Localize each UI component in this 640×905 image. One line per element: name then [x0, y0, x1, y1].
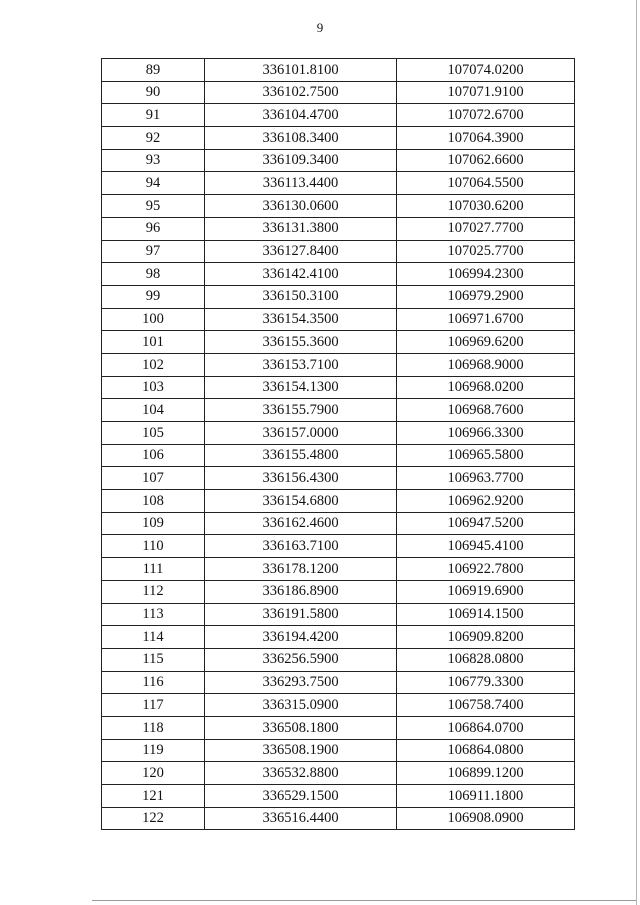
point-number-cell: 112: [102, 580, 205, 603]
x-coordinate-cell: 336108.3400: [205, 127, 397, 150]
table-row: [102, 399, 575, 422]
y-coordinate-cell: 106899.1200: [397, 762, 575, 785]
y-coordinate-cell: 106828.0800: [397, 648, 575, 671]
point-number-cell: 93: [102, 149, 205, 172]
x-coordinate-cell: 336508.1800: [205, 716, 397, 739]
y-coordinate-cell: 107071.9100: [397, 81, 575, 104]
y-coordinate-cell: 106969.6200: [397, 331, 575, 354]
x-coordinate-cell: 336104.4700: [205, 104, 397, 127]
y-coordinate-cell: 107072.6700: [397, 104, 575, 127]
table-row: [102, 558, 575, 581]
x-coordinate-cell: 336102.7500: [205, 81, 397, 104]
y-coordinate-cell: 106864.0700: [397, 716, 575, 739]
point-number-cell: 91: [102, 104, 205, 127]
table-row: [102, 648, 575, 671]
table-row: [102, 172, 575, 195]
coordinates-table: [101, 58, 575, 830]
x-coordinate-cell: 336155.3600: [205, 331, 397, 354]
scan-edge-line-bottom: [92, 900, 636, 901]
y-coordinate-cell: 106966.3300: [397, 422, 575, 445]
point-number-cell: 120: [102, 762, 205, 785]
x-coordinate-cell: 336155.4800: [205, 444, 397, 467]
table-row: [102, 762, 575, 785]
table-row: [102, 716, 575, 739]
table-row: [102, 104, 575, 127]
point-number-cell: 108: [102, 490, 205, 513]
point-number-cell: 111: [102, 558, 205, 581]
point-number-cell: 107: [102, 467, 205, 490]
table-row: [102, 217, 575, 240]
y-coordinate-cell: 107025.7700: [397, 240, 575, 263]
y-coordinate-cell: 106758.7400: [397, 694, 575, 717]
y-coordinate-cell: 106965.5800: [397, 444, 575, 467]
y-coordinate-cell: 106919.6900: [397, 580, 575, 603]
point-number-cell: 109: [102, 512, 205, 535]
table-row: [102, 739, 575, 762]
point-number-cell: 95: [102, 195, 205, 218]
x-coordinate-cell: 336178.1200: [205, 558, 397, 581]
x-coordinate-cell: 336127.8400: [205, 240, 397, 263]
x-coordinate-cell: 336162.4600: [205, 512, 397, 535]
table-row: [102, 535, 575, 558]
y-coordinate-cell: 106962.9200: [397, 490, 575, 513]
table-row: [102, 785, 575, 808]
x-coordinate-cell: 336155.7900: [205, 399, 397, 422]
page-number: 9: [316, 20, 324, 35]
y-coordinate-cell: 106947.5200: [397, 512, 575, 535]
x-coordinate-cell: 336194.4200: [205, 626, 397, 649]
table-row: [102, 376, 575, 399]
y-coordinate-cell: 106994.2300: [397, 263, 575, 286]
y-coordinate-cell: 107062.6600: [397, 149, 575, 172]
y-coordinate-cell: 106864.0800: [397, 739, 575, 762]
point-number-cell: 114: [102, 626, 205, 649]
y-coordinate-cell: 107030.6200: [397, 195, 575, 218]
point-number-cell: 115: [102, 648, 205, 671]
point-number-cell: 103: [102, 376, 205, 399]
point-number-cell: 117: [102, 694, 205, 717]
x-coordinate-cell: 336131.3800: [205, 217, 397, 240]
x-coordinate-cell: 336156.4300: [205, 467, 397, 490]
table-row: [102, 694, 575, 717]
x-coordinate-cell: 336157.0000: [205, 422, 397, 445]
x-coordinate-cell: 336191.5800: [205, 603, 397, 626]
table-row: [102, 626, 575, 649]
x-coordinate-cell: 336113.4400: [205, 172, 397, 195]
y-coordinate-cell: 106779.3300: [397, 671, 575, 694]
point-number-cell: 121: [102, 785, 205, 808]
point-number-cell: 110: [102, 535, 205, 558]
y-coordinate-cell: 107064.3900: [397, 127, 575, 150]
y-coordinate-cell: 106979.2900: [397, 285, 575, 308]
point-number-cell: 99: [102, 285, 205, 308]
x-coordinate-cell: 336532.8800: [205, 762, 397, 785]
y-coordinate-cell: 106911.1800: [397, 785, 575, 808]
y-coordinate-cell: 106968.7600: [397, 399, 575, 422]
point-number-cell: 116: [102, 671, 205, 694]
table-row: [102, 127, 575, 150]
x-coordinate-cell: 336154.6800: [205, 490, 397, 513]
point-number-cell: 119: [102, 739, 205, 762]
x-coordinate-cell: 336154.3500: [205, 308, 397, 331]
table-row: [102, 59, 575, 82]
table-row: [102, 422, 575, 445]
table-row: [102, 285, 575, 308]
x-coordinate-cell: 336154.1300: [205, 376, 397, 399]
table-row: [102, 308, 575, 331]
x-coordinate-cell: 336315.0900: [205, 694, 397, 717]
y-coordinate-cell: 106914.1500: [397, 603, 575, 626]
table-row: [102, 603, 575, 626]
point-number-cell: 96: [102, 217, 205, 240]
table-row: [102, 353, 575, 376]
x-coordinate-cell: 336153.7100: [205, 353, 397, 376]
table-row: [102, 149, 575, 172]
point-number-cell: 105: [102, 422, 205, 445]
y-coordinate-cell: 106968.0200: [397, 376, 575, 399]
x-coordinate-cell: 336109.3400: [205, 149, 397, 172]
point-number-cell: 104: [102, 399, 205, 422]
table-row: [102, 81, 575, 104]
x-coordinate-cell: 336516.4400: [205, 807, 397, 830]
point-number-cell: 94: [102, 172, 205, 195]
point-number-cell: 118: [102, 716, 205, 739]
y-coordinate-cell: 106922.7800: [397, 558, 575, 581]
table-row: [102, 240, 575, 263]
x-coordinate-cell: 336508.1900: [205, 739, 397, 762]
y-coordinate-cell: 106968.9000: [397, 353, 575, 376]
y-coordinate-cell: 106963.7700: [397, 467, 575, 490]
point-number-cell: 92: [102, 127, 205, 150]
point-number-cell: 97: [102, 240, 205, 263]
y-coordinate-cell: 107074.0200: [397, 59, 575, 82]
table-row: [102, 580, 575, 603]
table-row: [102, 467, 575, 490]
table-row: [102, 263, 575, 286]
x-coordinate-cell: 336101.8100: [205, 59, 397, 82]
x-coordinate-cell: 336150.3100: [205, 285, 397, 308]
table-row: [102, 512, 575, 535]
x-coordinate-cell: 336256.5900: [205, 648, 397, 671]
point-number-cell: 101: [102, 331, 205, 354]
y-coordinate-cell: 106908.0900: [397, 807, 575, 830]
table-row: [102, 331, 575, 354]
point-number-cell: 98: [102, 263, 205, 286]
point-number-cell: 122: [102, 807, 205, 830]
x-coordinate-cell: 336163.7100: [205, 535, 397, 558]
point-number-cell: 100: [102, 308, 205, 331]
point-number-cell: 89: [102, 59, 205, 82]
x-coordinate-cell: 336293.7500: [205, 671, 397, 694]
y-coordinate-cell: 107027.7700: [397, 217, 575, 240]
point-number-cell: 102: [102, 353, 205, 376]
table-row: [102, 444, 575, 467]
scan-edge-line-right: [636, 0, 637, 905]
x-coordinate-cell: 336130.0600: [205, 195, 397, 218]
y-coordinate-cell: 107064.5500: [397, 172, 575, 195]
table-row: [102, 671, 575, 694]
point-number-cell: 90: [102, 81, 205, 104]
y-coordinate-cell: 106971.6700: [397, 308, 575, 331]
coordinates-table-body: [102, 59, 575, 830]
x-coordinate-cell: 336186.8900: [205, 580, 397, 603]
x-coordinate-cell: 336142.4100: [205, 263, 397, 286]
table-row: [102, 195, 575, 218]
point-number-cell: 113: [102, 603, 205, 626]
y-coordinate-cell: 106909.8200: [397, 626, 575, 649]
table-row: [102, 490, 575, 513]
x-coordinate-cell: 336529.1500: [205, 785, 397, 808]
table-row: [102, 807, 575, 830]
y-coordinate-cell: 106945.4100: [397, 535, 575, 558]
point-number-cell: 106: [102, 444, 205, 467]
